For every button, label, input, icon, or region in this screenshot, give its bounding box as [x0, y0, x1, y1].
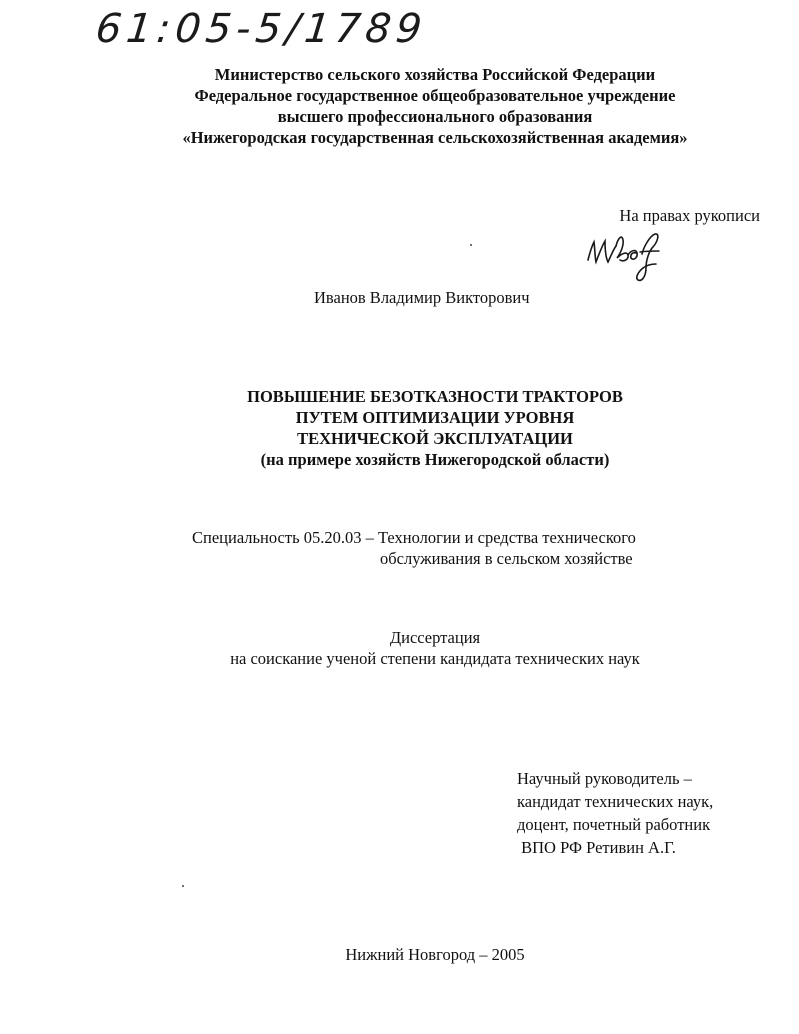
advisor-line: доцент, почетный работник: [517, 815, 711, 834]
city-and-year: Нижний Новгород – 2005: [345, 945, 525, 964]
institution-line: высшего профессионального образования: [277, 107, 593, 126]
degree-block: [150, 627, 720, 669]
title-line: ТЕХНИЧЕСКОЙ ЭКСПЛУАТАЦИИ: [297, 429, 573, 448]
handwritten-signature: [580, 224, 670, 286]
scan-speck: [470, 244, 472, 246]
specialty-line: Специальность 05.20.03 – Технологии и средства технического: [192, 528, 636, 547]
institution-line: Федеральное государственное общеобразовательное учреждение: [194, 86, 676, 105]
author-name: Иванов Владимир Викторович: [314, 288, 530, 307]
title-line: ПУТЕМ ОПТИМИЗАЦИИ УРОВНЯ: [295, 408, 575, 427]
specialty-block: [192, 527, 682, 569]
degree-description: на соискание ученой степени кандидата технических наук: [230, 649, 640, 668]
dissertation-title: [180, 386, 690, 470]
title-subtitle: (на примере хозяйств Нижегородской области): [260, 450, 610, 469]
handwritten-archive-number: 61:05-5/1789: [93, 6, 429, 52]
title-line: ПОВЫШЕНИЕ БЕЗОТКАЗНОСТИ ТРАКТОРОВ: [247, 387, 623, 406]
institution-header: [140, 64, 730, 148]
advisor-line: Научный руководитель –: [517, 769, 692, 788]
advisor-line: кандидат технических наук,: [517, 792, 714, 811]
specialty-line: обслуживания в сельском хозяйстве: [380, 549, 633, 568]
institution-line: Министерство сельского хозяйства Российской Федерации: [214, 65, 656, 84]
institution-line: «Нижегородская государственная сельскохозяйственная академия»: [182, 128, 688, 147]
advisor-line: ВПО РФ Ретивин А.Г.: [517, 838, 676, 857]
scientific-advisor: [517, 767, 767, 859]
degree-type: Диссертация: [389, 628, 481, 647]
manuscript-rights-label: На правах рукописи: [619, 206, 760, 225]
scan-speck: [182, 885, 184, 887]
